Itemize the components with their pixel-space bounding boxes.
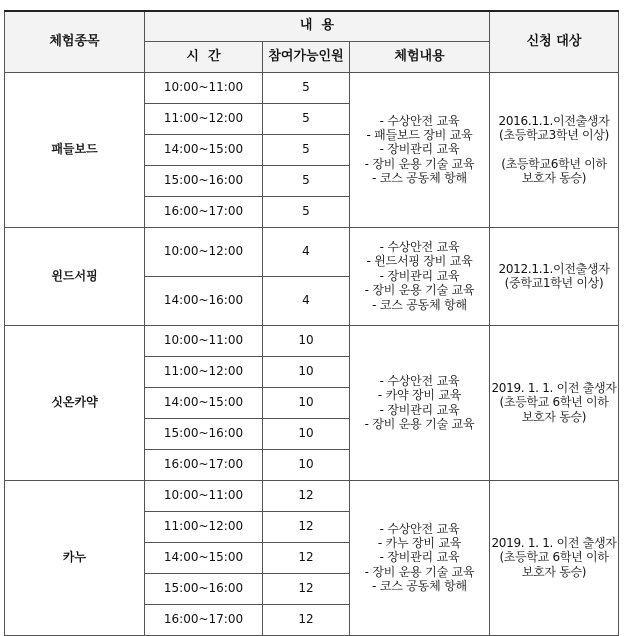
program-content-line: - 장비관리 교육 <box>379 142 460 157</box>
slot-time: 14:00~16:00 <box>145 276 263 325</box>
header-target: 신청 대상 <box>490 11 619 72</box>
slot-time: 15:00~16:00 <box>145 573 263 604</box>
target-line: 2019. 1. 1. 이전 출생자 <box>491 535 617 550</box>
target-line: 보호자 동승) <box>521 564 587 579</box>
sport-name: 카누 <box>5 480 145 635</box>
target-line: 보호자 동승) <box>521 170 587 185</box>
slot-time: 10:00~11:00 <box>145 325 263 356</box>
slot-time: 15:00~16:00 <box>145 165 263 196</box>
target-eligibility <box>490 227 619 325</box>
slot-capacity: 12 <box>263 573 350 604</box>
slot-capacity: 12 <box>263 542 350 573</box>
program-content-line: - 장비관리 교육 <box>379 268 460 283</box>
slot-time: 11:00~12:00 <box>145 103 263 134</box>
sport-name: 패들보드 <box>5 72 145 227</box>
target-line: (초등학교6학년 이하 <box>501 156 607 171</box>
program-content-line: - 수상안전 교육 <box>379 521 460 536</box>
slot-capacity: 10 <box>263 387 350 418</box>
slot-capacity: 5 <box>263 134 350 165</box>
target-line <box>490 143 618 157</box>
slot-time: 10:00~12:00 <box>145 227 263 276</box>
target-line: 2019. 1. 1. 이전 출생자 <box>491 380 617 395</box>
slot-capacity: 10 <box>263 356 350 387</box>
program-content <box>350 227 490 325</box>
program-content-line: - 장비 운용 기술 교육 <box>364 416 475 431</box>
slot-time: 10:00~11:00 <box>145 480 263 511</box>
target-line: (초등학교 6학년 이하 <box>499 395 609 410</box>
table-top-margin <box>4 0 618 10</box>
table-row <box>5 227 619 276</box>
slot-time: 14:00~15:00 <box>145 134 263 165</box>
program-content-line: - 장비관리 교육 <box>379 550 460 565</box>
program-content-line: - 패들보드 장비 교육 <box>366 127 473 142</box>
slot-time: 10:00~11:00 <box>145 72 263 103</box>
slot-capacity: 5 <box>263 165 350 196</box>
slot-capacity: 10 <box>263 449 350 480</box>
target-eligibility <box>490 72 619 227</box>
table-row <box>5 480 619 511</box>
slot-time: 16:00~17:00 <box>145 604 263 635</box>
program-content-line: - 코스 공동체 항해 <box>372 579 467 594</box>
table-row <box>5 325 619 356</box>
program-content-line: - 장비 운용 기술 교육 <box>364 564 475 579</box>
slot-time: 16:00~17:00 <box>145 196 263 227</box>
slot-capacity: 12 <box>263 604 350 635</box>
program-content-line: - 장비 운용 기술 교육 <box>364 283 475 298</box>
slot-capacity: 12 <box>263 480 350 511</box>
schedule-body <box>5 72 619 635</box>
header-time: 시 간 <box>145 41 263 72</box>
program-content-line: - 코스 공동체 항해 <box>372 171 467 186</box>
program-content <box>350 72 490 227</box>
program-content-line: - 장비 운용 기술 교육 <box>364 156 475 171</box>
target-line: 2012.1.1.이전출생자 <box>498 261 610 276</box>
target-eligibility <box>490 480 619 635</box>
target-line: 2016.1.1.이전출생자 <box>498 113 610 128</box>
program-content-line: - 수상안전 교육 <box>379 373 460 388</box>
program-content <box>350 480 490 635</box>
header-capacity: 참여가능인원 <box>263 41 350 72</box>
sport-name: 싯온카약 <box>5 325 145 480</box>
slot-capacity: 5 <box>263 72 350 103</box>
slot-capacity: 12 <box>263 511 350 542</box>
slot-time: 16:00~17:00 <box>145 449 263 480</box>
program-content-line: - 수상안전 교육 <box>379 240 460 255</box>
target-eligibility <box>490 325 619 480</box>
slot-time: 11:00~12:00 <box>145 511 263 542</box>
header-program: 체험내용 <box>350 41 490 72</box>
target-line: 보호자 동승) <box>521 409 587 424</box>
program-content-line: - 윈드서핑 장비 교육 <box>366 254 473 269</box>
slot-time: 11:00~12:00 <box>145 356 263 387</box>
program-content-line: - 장비관리 교육 <box>379 402 460 417</box>
slot-capacity: 4 <box>263 276 350 325</box>
program-content-line: - 카약 장비 교육 <box>377 388 462 403</box>
slot-time: 14:00~15:00 <box>145 542 263 573</box>
target-line: (중학교1학년 이상) <box>504 276 604 290</box>
header-content-group: 내 용 <box>145 11 490 41</box>
header-sport: 체험종목 <box>5 11 145 72</box>
target-line: (초등학교3학년 이상) <box>499 128 609 143</box>
slot-capacity: 10 <box>263 418 350 449</box>
slot-capacity: 4 <box>263 227 350 276</box>
program-content-line: - 수상안전 교육 <box>379 113 460 128</box>
target-line: (초등학교 6학년 이하 <box>499 550 609 565</box>
slot-capacity: 10 <box>263 325 350 356</box>
experience-schedule-table <box>4 10 619 636</box>
slot-time: 14:00~15:00 <box>145 387 263 418</box>
slot-capacity: 5 <box>263 103 350 134</box>
table-row <box>5 72 619 103</box>
program-content <box>350 325 490 480</box>
slot-capacity: 5 <box>263 196 350 227</box>
program-content-line: - 코스 공동체 항해 <box>372 297 467 312</box>
slot-time: 15:00~16:00 <box>145 418 263 449</box>
program-content-line: - 카누 장비 교육 <box>377 535 462 550</box>
sport-name: 윈드서핑 <box>5 227 145 325</box>
